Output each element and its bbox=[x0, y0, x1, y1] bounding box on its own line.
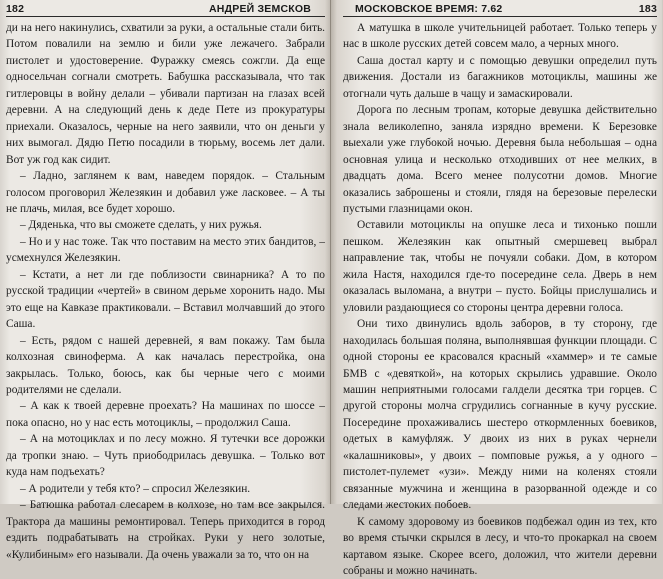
right-page-header bbox=[343, 3, 657, 17]
paragraph: – А родители у тебя кто? – спросил Железякин. bbox=[20, 482, 251, 495]
paragraph: Оставили мотоциклы на опушке леса и тихонько пошли пешком. Железякин как опытный смершевец выбрал направление так, чтобы не почуяли собаки. Дом, в котором жила Настя, находился где-то посередине села. Дверь в нем оказалась выломана, а внутри – пусто. Бойцы прислушались и уловили раздающиеся со стороны центра деревни голоса. bbox=[343, 219, 657, 314]
paragraph: – Батюшка работал слесарем в колхозе, но там все закрылся. Трактора да машины ремонтировал. Теперь приходится в город ездить подрабатывать на стройках. Руки у него золотые, «Кулибиным» его называли. Да очень уважали за то, что он на bbox=[6, 499, 325, 561]
left-page bbox=[0, 0, 331, 561]
left-running-head: АНДРЕЙ ЗЕМСКОВ bbox=[209, 3, 311, 15]
paragraph: Они тихо двинулись вдоль заборов, в ту сторону, где находилась большая поляна, выполнявшая функции площади. С одной стороны ее красовался красный «хаммер» и те самые БМВ с «девяткой», на которых скрылись удравшие. Около машин неприятными голосами галдели десятка три горцев. С другой стороны молча сгрудились согнанные в кучу русские. Посередине прохаживались шестеро откормленных боевиков, одетых в камуфляж. У двоих из них в руках чернели «калашниковы», у двоих – помповые ружья, а у одного – пистолет-пулемет «узи». Между ними на коленях стояли связанные мужчина и женщина в разорванной одежде и со следами жестоких побоев. bbox=[343, 318, 657, 512]
right-page-text bbox=[343, 20, 657, 579]
paragraph: – Но и у нас тоже. Так что поставим на место этих бандитов, – усмехнулся Железякин. bbox=[6, 235, 325, 265]
paragraph: А матушка в школе учительницей работает. Только теперь у нас в школе русских детей совсем мало, а черных много. bbox=[343, 22, 657, 51]
left-page-number: 182 bbox=[6, 3, 25, 15]
paragraph: – А как к твоей деревне проехать? На машинах по шоссе – пока опасно, но у нас есть мотоциклы, – продолжил Саша. bbox=[6, 400, 325, 429]
right-page bbox=[331, 0, 662, 577]
paragraph: – Кстати, а нет ли где поблизости свинарника? А то по русской традиции «чертей» в свином дерьме хоронить надо. Мы это еще на Кавказе практиковали. – Вставил молчавший до этого Саша. bbox=[6, 268, 325, 331]
paragraph: ди на него накинулись, схватили за руки, а остальные стали бить. Потом повалили на землю и били уже лежачего. Забрали пистолет и удостоверение. Фуражку смеясь сожгли. Да еще односельчан согнали смотреть. Бабушка рассказывала, что так гитлеровцы в войну делали – убивали партизан на глазах всей деревни. А на следующий день к деде Пете из прокуратуры приехали. Оказалось, черные на него заявили, что он деньги у них вымогал. Дядю Петю посадили в тюрьму, восемь лет дали. Вот уж год как сидит. bbox=[6, 22, 325, 166]
paragraph: – Ладно, заглянем к вам, наведем порядок. – Стальным голосом проговорил Железякин и добавил уже ласковее. – А ты не плачь, милая, все будет хорошо. bbox=[6, 170, 325, 215]
paragraph: К самому здоровому из боевиков подбежал один из тех, кто во время стычки скрылся в лесу, и что-то прокаркал на своем картавом языке. Скорее всего, доложил, что жители деревни собраны и можно начинать. bbox=[343, 515, 657, 577]
paragraph: – Есть, рядом с нашей деревней, я вам покажу. Там была колхозная свиноферма. А как началась перестройка, она закрылась. Только, боюсь, как бы черные чего с моими родителями не сделали. bbox=[6, 334, 325, 396]
left-page-header bbox=[6, 3, 325, 17]
paragraph: – А на мотоциклах и по лесу можно. Я тутечки все дорожки да тропки знаю. – Чуть приободрилась девушка. – Только вот куда нам подъехать? bbox=[6, 433, 325, 479]
right-running-head: МОСКОВСКОЕ ВРЕМЯ: 7.62 bbox=[355, 3, 503, 15]
right-page-number: 183 bbox=[638, 3, 657, 15]
paragraph: Саша достал карту и с помощью девушки определил путь движения. Достали из багажников мотоциклы, машины же отогнали чуть дальше в чащу и замаскировали. bbox=[343, 54, 657, 100]
paragraph: Дорога по лесным тропам, которые девушка действительно знала великолепно, заняла изрядно времени. К Березовке выехали уже глубокой ночью. Деревня была небольшая – одна основная улица и несколько отходивших от нее мелких, в двадцать дома. Всего менее полусотни домов. Многие оказались заброшены и стояли, глядя на березовые перелески пустыми глазницами окон. bbox=[343, 104, 657, 215]
left-page-text bbox=[6, 20, 325, 563]
paragraph: – Дяденька, что вы сможете сделать, у них ружья. bbox=[20, 219, 262, 232]
